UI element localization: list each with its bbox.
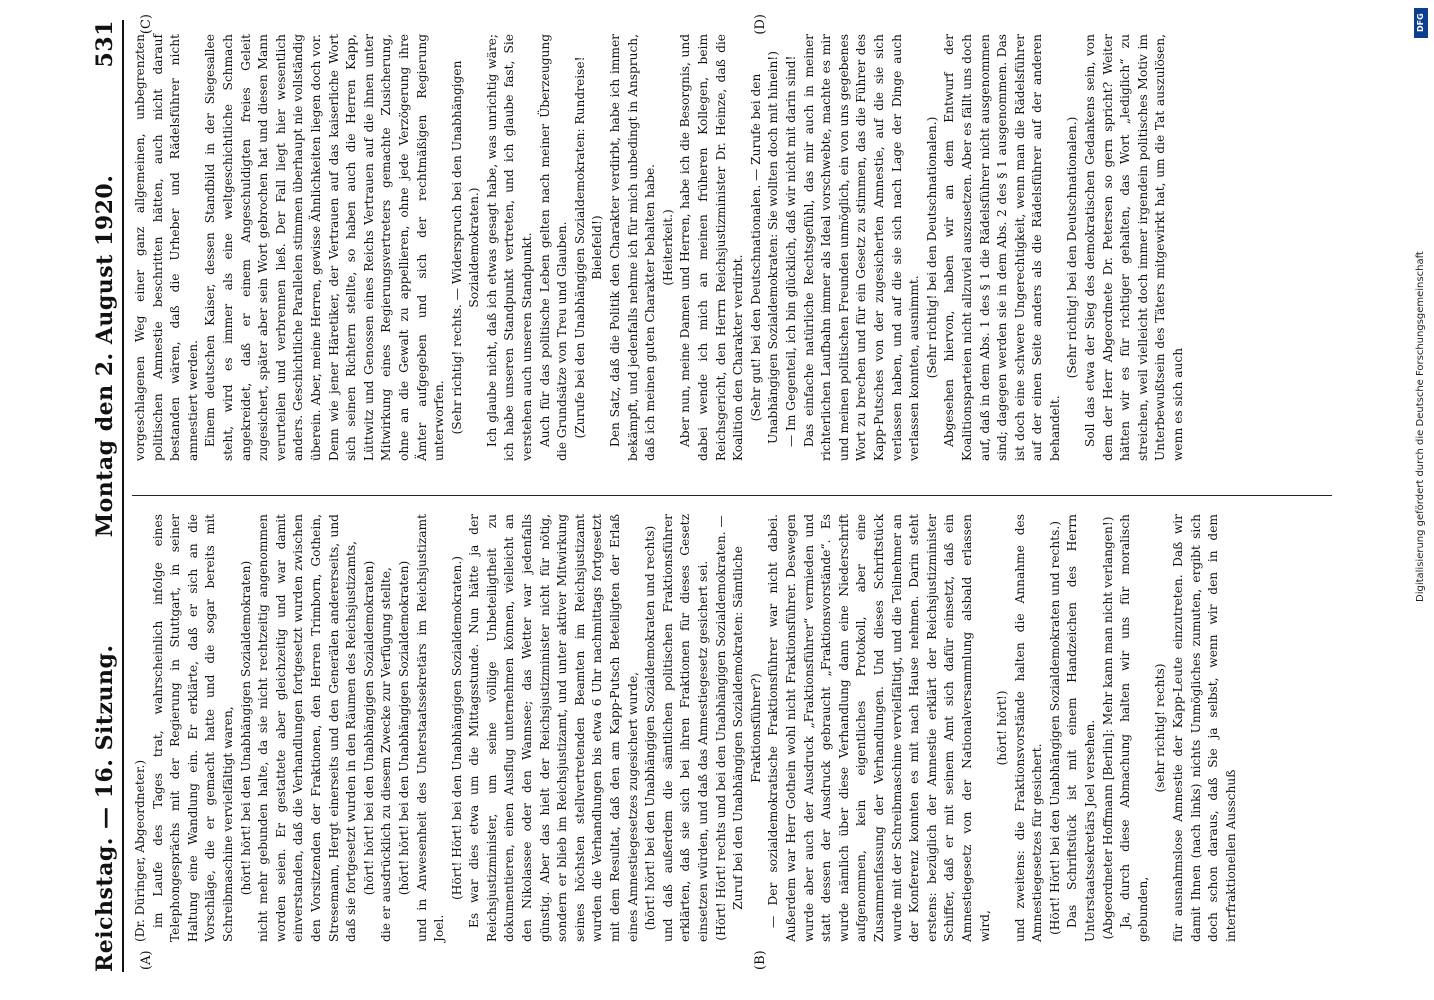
paragraph: die er ausdrücklich zu diesem Zwecke zur Verfügung stellte, [379,567,394,942]
interjection: (hört! hört! bei den Unabhängigen Sozialdemokraten) [238,560,253,896]
interjection: (Hört! Hört! bei den Unabhängigen Sozialdemokraten.) [449,556,464,900]
paragraph: und daß außerdem die sämtlichen politischen Fraktionsführer erklärten, daß sie sich bei ihren Fraktionen für dieses Gesetz einsetzen würden, und daß das Amnestiegesetz gesichert sei. [660,514,710,942]
dfg-logo: DFG [1414,8,1428,38]
paragraph: Soll das etwa der Sieg des demokratischen Gedankens sein, von dem der Herr Abgeordnete Dr. Petersen so gern spricht? Weiter hätten wir es für richtiger gehalten, das Wort „lediglich“ zu streichen, weil vielleicht doch immer irgendein politisches Motiv im Unterbewußtsein des Täters mitgewirkt hat, um die Tat auszulösen, wenn es sich auch [1083,34,1186,461]
header-session: Reichstag. — 16. Sitzung. [92,644,118,972]
paragraph: nicht mehr gebunden halte, da sie nicht rechtzeitig angenommen worden seien. Er gestattete aber gleichzeitig und war damit einverstanden, daß die Verhandlungen fortgesetzt wurden zwischen den Vorsitzenden der Fraktionen, den Herren Trimborn, Gothein, Stresemann, Hergt einerseits und den Generälen andererseits, und daß sie fortgesetzt wurden in den Räumen des Reichsjustizamts, [256,514,359,942]
interjection: (Abgeordneter Hoffmann [Berlin]: Mehr kann man nicht verlangen!) [1100,516,1115,940]
paragraph: Ich glaube nicht, daß ich etwas gesagt habe, was unrichtig wäre; ich habe unseren Standpunkt vertreten, und ich glaube fast, Sie verstehen auch unseren Standpunkt. [484,34,535,461]
interjection: (Hört! Hört! bei den Unabhängigen Sozialdemokraten und rechts.) [1047,520,1062,936]
paragraph: und zweitens: die Fraktionsvorstände halten die Annahme des Amnestiegesetzes für gesichert. [1012,514,1045,942]
attribution-strip [1406,0,1432,1000]
margin-marker-a: (A) [139,950,154,970]
paragraph: Abgesehen hiervon, haben wir an dem Entwurf der Koalitionsparteien nicht allzuviel auszusetzen. Aber es fällt uns doch auf, daß in dem Abs. 1 des § 1 die Rädelsführer nicht ausgenommen sind; dagegen werden sie in dem Abs. 2 des § 1 ausgenommen. Das ist doch eine schwere Ungerechtigkeit, wenn man die Rädelsführer auf der einen Seite anders als die Rädelsführer auf der anderen behandelt. [942,34,1062,461]
interjection: (sehr richtig! rechts) [1153,663,1168,793]
interjection: (hört! hört! bei den Unabhängigen Sozialdemokraten) [396,560,411,896]
paragraph: Einem deutschen Kaiser, dessen Standbild in der Siegesallee steht, wird es immer als eine weltgeschichtliche Schmach angekreidet, daß er einem Angeschuldigten freies Geleit zugesichert, später aber sein Wort gebrochen hat und diesen Mann verurteilen und verbrennen ließ. Der Fall liegt hier wesentlich anders. Geschichtliche Parallelen stimmen überhaupt nie vollständig überein. Aber, meine Herren, gewisse Ähnlichkeiten liegen doch vor. Denn wie jener Häretiker, der Vertrauen auf das kaiserliche Wort sich seinen Richtern stellte, so haben auch die Herren Kapp, Lüttwitz und Genossen eines Reichs Vertrauen auf die ihnen unter Mitwirkung eines Regierungsvertreters gemachte Zusicherung, ohne an die Gewalt zu appellieren, ohne jede Verzögerung ihre Ämter aufgegeben und sich der rechtmäßigen Regierung unterworfen. [203,34,447,461]
margin-marker-b: (B) [753,950,768,970]
paragraph: im Laufe des Tages trat, wahrscheinlich infolge eines Telephongesprächs mit der Regierung in Stuttgart, in seiner Haltung eine Wandlung ein. Er erklärte, daß er sich an die Vorschläge, die er gemacht hatte und die sogar bereits mit Schreibmaschine vervielfältigt waren, [150,514,235,942]
paragraph: Aber nun, meine Damen und Herren, habe ich die Besorgnis, und dabei wende ich mich an meinen früheren Kollegen, beim Reichsgericht, den Herrn Reichsjustizminister Dr. Heinze, daß die Koalition den Charakter verdirbt. [678,34,746,461]
header-date: Montag den 2. August 1920. [92,174,118,538]
text-columns [132,14,1332,972]
digitization-credit: Digitalisierung gefördert durch die Deutsche Forschungsgemeinschaft [1415,251,1426,602]
page-number: 531 [92,20,118,68]
paragraph: Auch für das politische Leben gelten nach meiner Überzeugung die Grundsätze von Treu und Glauben. [537,34,570,461]
paragraph: vorgeschlagenen Weg einer ganz allgemeinen, unbegrenzten politischen Amnestie beschritten hätten, auch nicht darauf bestanden wären, daß die Urheber und Rädelsführer nicht amnestiert werden. [133,34,200,461]
right-column [132,14,1332,496]
paragraph: Das einfache natürliche Rechtsgefühl, das mir auch in meiner richterlichen Laufbahn immer als Ideal vorschwebte, machte es mir und meinen politischen Freunden unmöglich, ein von uns gegebenes Wort zu brechen und für ein Gesetz zu stimmen, das die Führer des Kapp-Putsches von der zugesicherten Amnestie, auf die sie sich verlassen haben, und auf die sie sich nach Lage der Dinge auch verlassen konnten, ausnimmt. [801,34,922,461]
paragraph: und in Anwesenheit des Unterstaatssekretärs im Reichsjustizamt Joel. [414,514,447,942]
paragraph: Ja, durch diese Abmachung halten wir uns für moralisch gebunden, [1118,514,1150,942]
interjection: (Sehr richtig! rechts. — Widerspruch bei den Unabhängigen Sozialdemokraten.) [449,60,482,435]
paragraph: Den Satz, daß die Politik den Charakter verdirbt, habe ich immer bekämpft, und jedenfalls nehme ich für mich unbedingt in Anspruch, daß ich meinen guten Charakter behalten habe. [608,34,658,461]
paragraph: für ausnahmslose Amnestie der Kapp-Leute einzutreten. Daß wir damit Ihnen (nach links) nichts Unmögliches zumuten, ergibt sich doch schon daraus, daß Sie ja selbst, wenn wir den in dem interfraktionellen Ausschuß [1171,514,1238,942]
interjection: (hört! hört! bei den Unabhängigen Sozialdemokraten) [361,560,376,896]
interjection: (Sehr gut! bei den Deutschnationalen. — Zurufe bei den Unabhängigen Sozialdemokraten: Sie wollten doch mit hinein!) [748,51,781,444]
interjection: (hört! hört!) [995,690,1010,766]
scanned-page [60,0,1360,1000]
paragraph: — Im Gegenteil, ich bin glücklich, daß wir nicht mit darin sind! [783,55,798,447]
margin-marker-d: (D) [753,14,768,35]
paragraph: Es war dies etwa um die Mittagsstunde. Nun hätte ja der Reichsjustizminister, um seine völlige Unbeteiligtheit zu dokumentieren, einen Ausflug unternehmen können, vielleicht an den Nikolassee oder den Wannsee; das Wetter war jedenfalls günstig. Aber das hielt der Reichsjustizminister nicht für nötig, sondern er blieb im Reichsjustizamt, und unter aktiver Mitwirkung seines höchsten stellvertretenden Beamten im Reichsjustizamt wurden die Verhandlungen bis etwa 6 Uhr nachmittags fortgesetzt mit dem Resultat, daß den am Kapp-Putsch Beteiligten der Erlaß eines Amnestiegesetzes zugesichert wurde, [467,514,640,942]
margin-marker-c: (C) [139,14,154,35]
paragraph: — Der sozialdemokratische Fraktionsführer war nicht dabei. Außerdem war Herr Gothein wohl nicht Fraktionsführer. Deswegen wurde aber auch der Ausdruck „Fraktionsführer“ vermieden und statt dessen der Ausdruck gebraucht „Fraktionsvorstände“. Es wurde nämlich über diese Verhandlung dann eine Niederschrift aufgenommen, kein eigentliches Protokoll, aber eine Zusammenfassung der Verhandlungen. Und dieses Schriftstück wurde mit der Schreibmaschine vervielfältigt, und die Teilnehmer an der Konferenz konnten es mit nach Hause nehmen. Darin steht erstens: bezüglich der Amnestie erklärt der Reichsjustizminister Schiffer, daß er mit seinem Amt sich dafür einsetzt, daß ein Amnestiegesetz von der Nationalversammlung alsbald erlassen wird, [766,514,992,942]
speaker-line: (Dr. Düringer, Abgeordneter.) [133,759,147,942]
paragraph: Das Schriftstück ist mit einem Handzeichen des Herrn Unterstaatssekretärs Joel versehen. [1065,514,1098,942]
interjection: (hört! hört! bei den Unabhängigen Sozialdemokraten und rechts) [643,525,658,931]
interjection: (Zurufe bei den Unabhängigen Sozialdemokraten: Rundreise! Bielefeld!) [572,56,605,439]
interjection: (Hört! Hört! rechts und bei den Unabhängigen Sozialdemokraten. — Zuruf bei den Unabhängigen Sozialdemokraten: Sämtliche Fraktionsführer?) [713,515,763,941]
interjection: (Sehr richtig! bei den Deutschnationalen.) [1065,116,1080,379]
left-column [132,496,1332,972]
running-header [74,20,124,972]
interjection: (Sehr richtig! bei den Deutschnationalen.) [924,116,939,379]
rotated-page [60,0,1360,1000]
interjection: (Heiterkeit.) [660,209,675,286]
